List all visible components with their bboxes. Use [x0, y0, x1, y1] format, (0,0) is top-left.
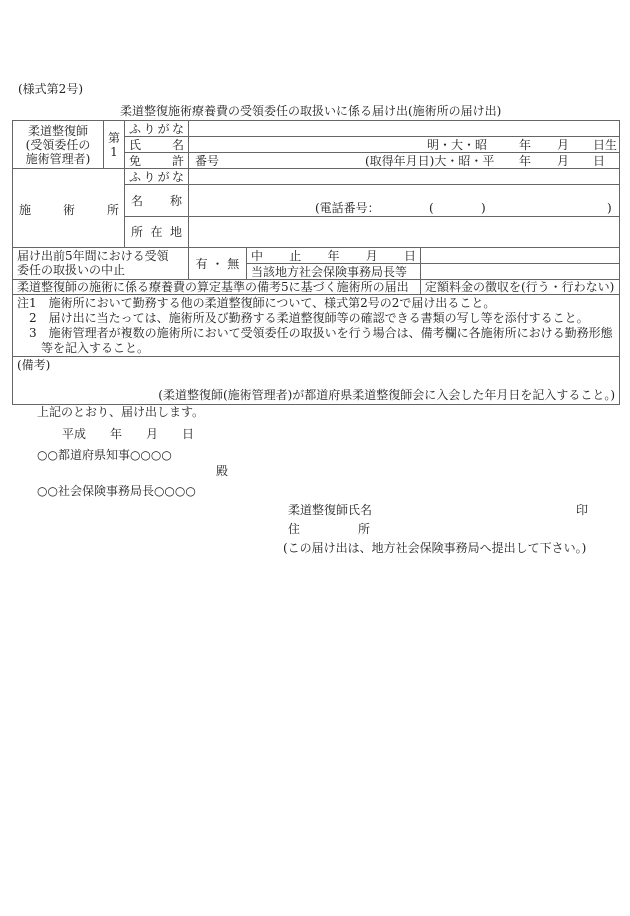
char: り	[143, 121, 156, 136]
license-field[interactable]	[188, 152, 620, 169]
statement: 上記のとおり、届け出します。	[37, 405, 205, 419]
ordinal-text: 第	[107, 130, 120, 145]
governor-addressee: ○○都道府県知事○○○○	[37, 448, 172, 462]
char: 称	[169, 193, 182, 208]
char: 許	[171, 153, 184, 168]
month-label: 月	[557, 153, 570, 168]
practitioner-name-field[interactable]	[188, 136, 620, 153]
clinic-address-label	[124, 216, 189, 248]
clinic-furigana-field[interactable]	[188, 168, 620, 185]
note-item: 3 施術管理者が複数の施術所において受領委任の取扱いを行う場合は、備考欄に各施術所における勤務形態	[17, 326, 613, 340]
label-line: 柔道整復師	[27, 123, 88, 138]
char: 月	[365, 248, 378, 263]
clinic-label	[12, 168, 125, 248]
clinic-name-label	[124, 184, 189, 217]
fee-choice[interactable]: 定額料金の徴収を(行う・行わない)	[420, 279, 620, 295]
day-label: 日	[593, 153, 606, 168]
char: 所	[107, 203, 120, 217]
ordinal-label	[103, 120, 125, 169]
authority-field[interactable]	[420, 263, 620, 280]
address-label-char: 所	[358, 522, 371, 536]
address-label-char: 住	[288, 522, 301, 536]
era-options: 明・大・昭	[427, 137, 488, 152]
char: ふ	[129, 169, 142, 184]
char: が	[157, 121, 170, 136]
char: 氏	[129, 137, 142, 152]
submission-date: 平成 年 月 日	[62, 427, 195, 441]
char: な	[171, 169, 184, 184]
fee-label: 柔道整復師の施術に係る療養費の算定基準の備考5に基づく施術所の届出	[12, 279, 421, 295]
char: 年	[327, 248, 340, 263]
license-number-label: 番号	[195, 153, 220, 168]
note-item: 等を記入すること。	[17, 341, 150, 355]
birth-day-label: 日生	[593, 137, 618, 152]
phone-label: (電話番号：	[315, 201, 380, 215]
char: ふ	[129, 121, 142, 136]
remarks-label: (備考)	[17, 358, 51, 372]
paren-open: (	[429, 201, 434, 215]
suspension-date-field[interactable]	[420, 247, 620, 264]
char: 在	[150, 225, 163, 239]
char: 所	[131, 225, 144, 239]
month-label: 月	[557, 137, 570, 152]
clinic-name-field[interactable]	[188, 184, 620, 217]
char: 止	[289, 248, 302, 263]
char: 地	[169, 225, 182, 239]
suspension-date-label	[246, 247, 421, 264]
char: 名	[131, 193, 144, 208]
practitioner-label	[12, 120, 104, 169]
signer-name-label: 柔道整復師氏名	[288, 503, 373, 517]
practitioner-furigana-field[interactable]	[188, 120, 620, 137]
char: 中	[251, 248, 264, 263]
label-line: 届け出前5年間における受領	[17, 249, 169, 263]
honorific: 殿	[216, 464, 229, 478]
note-item: 注1 施術所において勤務する他の柔道整復師について、様式第2号の2で届け出ること。	[17, 296, 496, 310]
remarks-field[interactable]	[12, 356, 620, 405]
label-line: (受領委任の	[25, 137, 91, 152]
submit-note: (この届け出は、地方社会保険事務局へ提出して下さい。)	[283, 541, 587, 555]
char: り	[143, 169, 156, 184]
char: な	[171, 121, 184, 136]
furigana-label	[124, 120, 189, 137]
char: 施	[19, 203, 32, 217]
seal-mark: 印	[576, 503, 589, 517]
suspension-label	[12, 247, 189, 280]
char: 免	[129, 153, 142, 168]
char: 日	[403, 248, 416, 263]
notes	[12, 294, 620, 357]
furigana-label	[124, 168, 189, 185]
char: 名	[171, 137, 184, 152]
clinic-address-field[interactable]	[188, 216, 620, 248]
form-number: (様式第2号)	[18, 82, 83, 96]
year-label: 年	[519, 137, 532, 152]
yes-no-choice[interactable]: 有 ・ 無	[188, 247, 247, 280]
paren-close: )	[607, 201, 612, 215]
authority-label: 当該地方社会保険事務局長等	[246, 263, 421, 280]
director-addressee: ○○社会保険事務局長○○○○	[37, 484, 196, 498]
label-line: 施術管理者)	[25, 151, 91, 166]
name-label	[124, 136, 189, 153]
year-label: 年	[519, 153, 532, 168]
note-item: 2 届け出に当たっては、施術所及び勤務する柔道整復師等の確認できる書類の写し等を添付すること。	[17, 311, 589, 325]
remarks-instruction: (柔道整復師(施術管理者)が都道府県柔道整復師会に入会した年月日を記入すること。)	[158, 388, 615, 402]
label-line: 委任の取扱いの中止	[17, 263, 126, 277]
char: が	[157, 169, 170, 184]
license-label	[124, 152, 189, 169]
paren-close: )	[481, 201, 486, 215]
ordinal-number: 1	[110, 144, 118, 159]
form-title: 柔道整復施術療養費の受領委任の取扱いに係る届け出(施術所の届け出)	[120, 104, 502, 118]
char: 術	[63, 203, 76, 217]
license-date-label: (取得年月日)大・昭・平	[365, 153, 495, 168]
